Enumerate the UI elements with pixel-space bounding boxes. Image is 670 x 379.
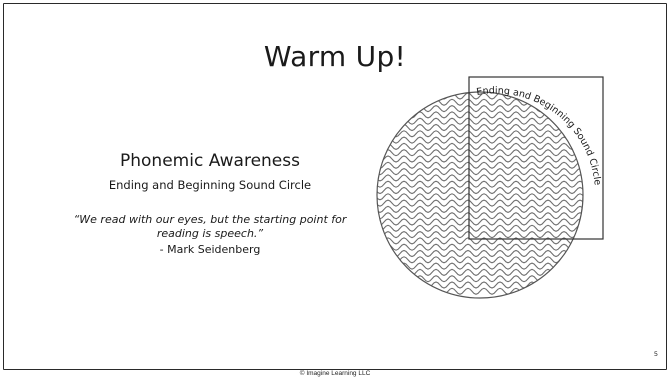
wave-line xyxy=(370,156,594,162)
wave-line xyxy=(370,282,594,288)
page-number: 5 xyxy=(653,350,658,358)
wave-line xyxy=(370,175,594,181)
wave-line xyxy=(370,143,594,149)
sound-circle xyxy=(377,92,583,298)
wave-line xyxy=(370,232,594,238)
wave-line xyxy=(370,162,594,168)
wave-line xyxy=(370,131,594,137)
sound-card-label-path: Ending and Beginning Sound Circle xyxy=(475,85,603,186)
quote-author: - Mark Seidenberg xyxy=(159,243,261,256)
wave-line xyxy=(370,188,594,194)
sound-circle-illustration xyxy=(360,70,620,310)
wave-line xyxy=(370,169,594,175)
section-heading: Phonemic Awareness xyxy=(120,151,300,171)
wave-line xyxy=(370,99,594,105)
wave-line xyxy=(370,200,594,206)
section-subheading: Ending and Beginning Sound Circle xyxy=(108,178,312,192)
quote-text: “We read with our eyes, but the starting point for reading is speech.” xyxy=(73,213,347,240)
wave-line xyxy=(370,244,594,250)
wave-line xyxy=(370,137,594,143)
wave-line xyxy=(370,181,594,187)
wave-line xyxy=(370,219,594,225)
slide-title: Warm Up! xyxy=(263,40,407,73)
wave-line xyxy=(370,251,594,257)
wave-line xyxy=(370,269,594,275)
wave-line xyxy=(370,194,594,200)
wave-line xyxy=(370,225,594,231)
wave-line xyxy=(370,150,594,156)
wave-line xyxy=(370,288,594,294)
wave-line xyxy=(370,276,594,282)
wave-line xyxy=(370,206,594,212)
copyright-footer: © Imagine Learning LLC xyxy=(299,370,371,377)
wave-line xyxy=(370,213,594,219)
